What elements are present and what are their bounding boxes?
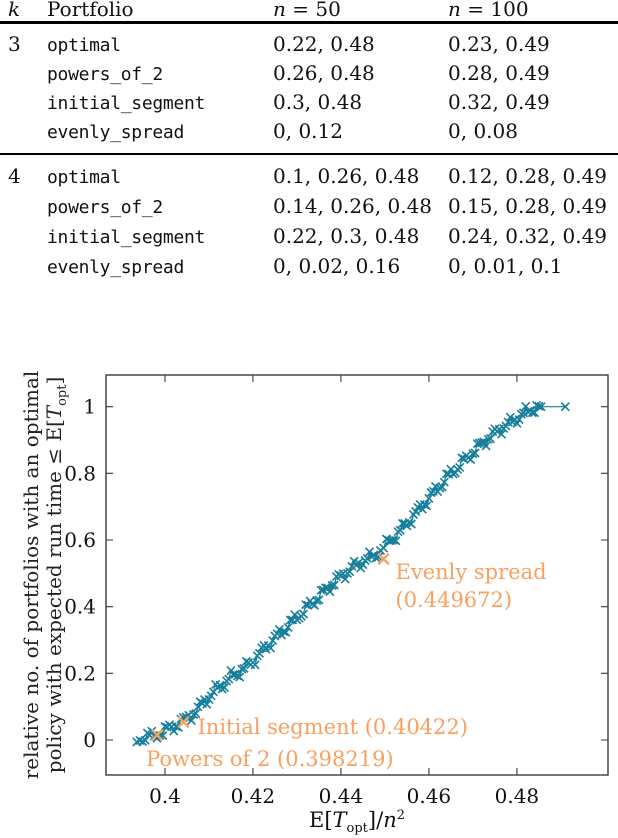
plot-canvas — [0, 330, 618, 838]
table-row — [0, 251, 618, 281]
x-tick-label: 0.44 — [318, 784, 364, 808]
plot-annotations — [146, 554, 546, 771]
plot-y-axis-label-line1: relative no. of portfolios with an optimal — [19, 370, 43, 780]
cell-n50: 0.3, 0.48 — [273, 90, 363, 114]
ylabel2-close: ] — [42, 376, 66, 385]
table-row — [0, 59, 618, 88]
xlabel-sup: 2 — [396, 808, 405, 823]
cell-n50: 0.26, 0.48 — [273, 61, 375, 85]
table-row — [0, 88, 618, 117]
header-n100-eq: = 100 — [460, 0, 529, 21]
cell-portfolio: powers_of_2 — [47, 197, 163, 218]
table-row — [0, 30, 618, 59]
header-n50-eq: = 50 — [285, 0, 341, 21]
plot-y-axis-label-line2 — [42, 377, 70, 774]
y-tick-label: 0 — [83, 728, 96, 752]
y-tick-label: 1 — [83, 394, 96, 419]
annotation-label: Evenly spread — [395, 560, 547, 584]
table-top-rule — [0, 21, 618, 24]
y-tick-label: 0.2 — [64, 661, 96, 686]
cell-portfolio: initial_segment — [47, 227, 206, 248]
cell-portfolio: optimal — [47, 35, 121, 56]
x-tick-label: 0.4 — [149, 784, 181, 808]
cell-portfolio: evenly_spread — [47, 122, 184, 143]
cell-n100: 0.23, 0.49 — [448, 32, 550, 56]
header-n100 — [448, 0, 618, 21]
annotation-label: Powers of 2 (0.398219) — [146, 747, 394, 771]
table-row — [0, 161, 618, 191]
table-row — [0, 221, 618, 251]
cell-k: 3 — [8, 32, 21, 56]
table-row — [0, 117, 618, 146]
ylabel2-pre: policy with expected run time ≤ E[ — [42, 419, 66, 774]
annotation-label: (0.449672) — [395, 588, 513, 612]
cell-n100: 0, 0.08 — [448, 119, 518, 143]
xlabel-mid: ]/ — [367, 808, 384, 832]
xlabel-sub: opt — [346, 821, 368, 837]
cell-n50: 0.22, 0.48 — [273, 32, 375, 56]
x-tick-label: 0.42 — [230, 784, 276, 808]
y-tick-label: 0.8 — [64, 461, 96, 486]
cell-n50: 0.22, 0.3, 0.48 — [273, 224, 420, 248]
cell-n50: 0, 0.02, 0.16 — [273, 254, 401, 278]
y-tick-label: 0.4 — [64, 594, 96, 619]
cell-n100: 0.12, 0.28, 0.49 — [448, 164, 608, 188]
cell-portfolio: optimal — [47, 167, 121, 188]
x-tick-label: 0.46 — [406, 784, 452, 808]
plot-axes — [64, 375, 608, 808]
ylabel2-T: T — [42, 405, 66, 420]
xlabel-n: n — [383, 808, 397, 832]
header-n50-var: n — [273, 0, 286, 21]
y-tick-label: 0.6 — [64, 528, 96, 552]
ylabel2-sub: opt — [55, 384, 70, 406]
cell-portfolio: initial_segment — [47, 93, 206, 114]
cell-n100: 0.24, 0.32, 0.49 — [448, 224, 608, 248]
cell-n100: 0.28, 0.49 — [448, 61, 550, 85]
cell-n100: 0, 0.01, 0.1 — [448, 254, 563, 278]
annotation-label: Initial segment (0.40422) — [197, 715, 468, 739]
cell-portfolio: evenly_spread — [47, 257, 184, 278]
plot-x-axis-label — [106, 808, 608, 836]
table-mid-rule — [0, 153, 618, 155]
cell-n50: 0.14, 0.26, 0.48 — [273, 194, 433, 218]
xlabel-T: T — [332, 808, 347, 832]
portfolio-table — [0, 0, 618, 330]
cell-k: 4 — [8, 164, 21, 188]
header-n100-var: n — [448, 0, 461, 21]
x-tick-label: 0.48 — [494, 784, 540, 808]
header-n50 — [273, 0, 448, 21]
table-row — [0, 191, 618, 221]
header-k: k — [8, 0, 21, 21]
cell-n50: 0, 0.12 — [273, 119, 343, 143]
cell-n50: 0.1, 0.26, 0.48 — [273, 164, 420, 188]
portfolio-cdf-plot — [0, 330, 618, 838]
cell-n100: 0.15, 0.28, 0.49 — [448, 194, 608, 218]
header-portfolio: Portfolio — [47, 0, 134, 21]
xlabel-pre: E[ — [308, 808, 333, 832]
table-header-row — [0, 0, 618, 21]
cell-n100: 0.32, 0.49 — [448, 90, 550, 114]
cell-portfolio: powers_of_2 — [47, 64, 163, 85]
